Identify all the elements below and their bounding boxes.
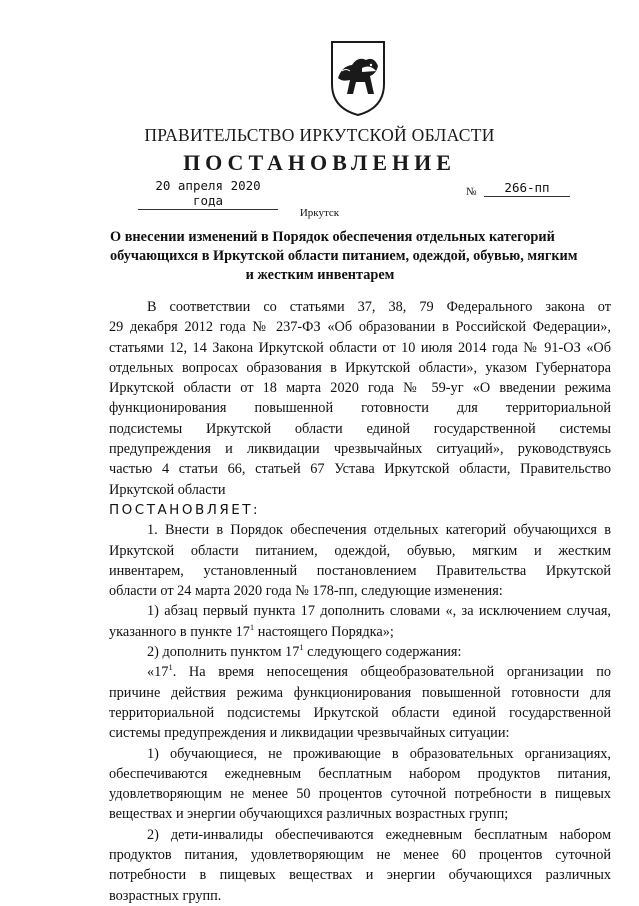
- government-name: ПРАВИТЕЛЬСТВО ИРКУТСКОЙ ОБЛАСТИ: [144, 125, 495, 145]
- text-line: 1) обучающиеся, не проживающие в образовательных организациях,: [147, 745, 611, 762]
- text-line: 1) абзац первый пункта 17 дополнить словами «, за исключением случая,: [147, 603, 611, 620]
- title-line: и жестким инвентарем: [245, 267, 395, 283]
- number-sign: №: [466, 186, 477, 198]
- text-line: В соответствии со статьями 37, 38, 79 Федерального закона от: [147, 299, 611, 315]
- text-line: территориальной подсистемы Иркутской области единой государственной: [109, 704, 611, 721]
- text-line: возрастных групп.: [109, 887, 222, 904]
- text-line: предупреждения и ликвидации чрезвычайных ситуаций», руководствуясь: [109, 441, 611, 458]
- text-line: [109, 642, 611, 662]
- irkutsk-coat-of-arms-icon: [328, 38, 388, 118]
- city-name: Иркутск: [299, 207, 340, 219]
- text-line: веществах и энергии обучающихся различных возрастных групп;: [109, 806, 509, 823]
- text-line: области от 24 марта 2020 года № 178-пп, следующие изменения:: [109, 583, 503, 600]
- text-fragment: «17: [147, 664, 169, 681]
- document-date: 20 апреля 2020 года: [138, 178, 278, 210]
- text-line: функционирования повышенной готовности для территориальной: [109, 400, 611, 417]
- document-body: [109, 297, 611, 906]
- document-number: 266-пп: [484, 180, 570, 197]
- text-line: [109, 622, 611, 642]
- text-line: статьями 12, 14 Закона Иркутской области от 10 июля 2014 года № 91-ОЗ «Об: [109, 339, 611, 356]
- text-fragment: указанного в пункте 17: [109, 623, 250, 640]
- text-line: обеспечиваются ежедневным бесплатным набором продуктов питания,: [109, 765, 611, 782]
- text-line: Иркутской области от 18 марта 2020 года № 59-уг «О введении режима: [109, 380, 611, 397]
- text-fragment: следующего содержания:: [303, 644, 462, 661]
- text-line: потребности в пищевых веществах и энергии обучающихся различных: [109, 867, 611, 884]
- text-line: удовлетворяющим не менее 50 процентов суточной потребности в пищевых: [109, 786, 611, 803]
- document-type: ПОСТАНОВЛЕНИЕ: [183, 150, 456, 175]
- text-line: частью 4 статьи 66, статьей 67 Устава Иркутской области, Правительство: [109, 461, 611, 478]
- text-line: 2) дети-инвалиды обеспечиваются ежедневным бесплатным набором: [147, 826, 611, 843]
- superscript: 1: [249, 621, 255, 632]
- document-title: [110, 228, 578, 285]
- text-fragment: настоящего Порядка»;: [254, 623, 394, 640]
- text-line: причине действия режима функционирования повышенной готовности для: [109, 684, 611, 701]
- superscript: 1: [168, 662, 173, 673]
- text-fragment: 2) дополнить пунктом 17: [147, 644, 300, 661]
- text-line: [109, 662, 611, 682]
- text-line: отдельных вопросах образования в Иркутской области», указом Губернатора: [109, 359, 611, 376]
- text-line: Иркутской области питанием, одеждой, обувью, мягким и жестким: [109, 542, 611, 559]
- resolves-heading: ПОСТАНОВЛЯЕТ:: [109, 501, 261, 518]
- title-line: О внесении изменений в Порядок обеспечения отдельных категорий: [110, 229, 555, 245]
- text-line: подсистемы Иркутской области единой государственной системы: [109, 420, 611, 437]
- title-line: обучающихся в Иркутской области питанием, одеждой, обувью, мягким: [110, 248, 578, 264]
- text-fragment: . На время непосещения общеобразовательной организации по: [172, 664, 611, 681]
- text-line: 29 декабря 2012 года № 237-ФЗ «Об образовании в Российской Федерации»,: [109, 319, 611, 336]
- text-line: продуктов питания, удовлетворяющим не менее 60 процентов суточной: [109, 847, 611, 864]
- text-line: Иркутской области: [109, 481, 226, 498]
- text-line: инвентарем, установленный постановлением Правительства Иркутской: [109, 562, 611, 579]
- text-line: системы предупреждения и ликвидации чрезвычайных ситуации:: [109, 725, 510, 742]
- superscript: 1: [299, 642, 304, 653]
- text-line: 1. Внести в Порядок обеспечения отдельных категорий обучающихся в: [147, 522, 611, 539]
